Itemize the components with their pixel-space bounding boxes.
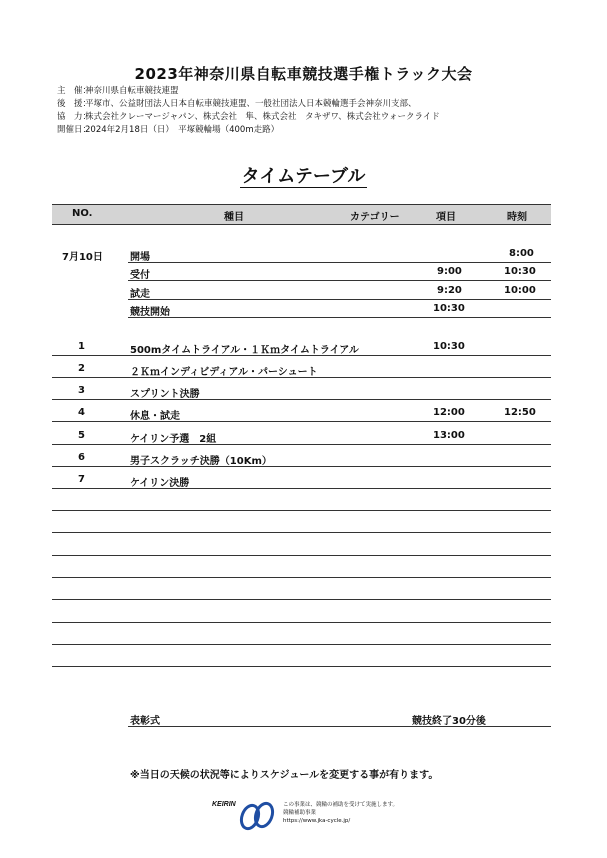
schedule-note: ※当日の天候の状況等によりスケジュールを変更する事が有ります。 xyxy=(130,770,439,781)
info-date xyxy=(57,124,279,136)
opening-event: 受付 xyxy=(130,270,150,281)
col-time-header: 時刻 xyxy=(507,212,527,223)
row-divider xyxy=(52,488,551,489)
row-divider xyxy=(52,532,551,533)
event-no: 6 xyxy=(78,452,85,463)
row-divider xyxy=(128,299,551,300)
event-name: 男子スクラッチ決勝（10Km） xyxy=(130,456,272,467)
info-value: 2024年2月18日（日） 平塚競輪場（400m走路） xyxy=(85,125,280,135)
row-divider xyxy=(52,622,551,623)
row-divider xyxy=(52,399,551,400)
opening-item: 9:20 xyxy=(437,285,462,296)
row-divider xyxy=(52,444,551,445)
keirin-logo-icon xyxy=(212,797,280,831)
timetable-heading xyxy=(0,162,607,188)
row-divider xyxy=(52,577,551,578)
page-title: 2023年神奈川県自転車競技選手権トラック大会 xyxy=(134,65,473,83)
table-header xyxy=(52,204,551,225)
event-no: 2 xyxy=(78,363,85,374)
info-value: 平塚市、公益財団法人日本自転車競技連盟、一般社団法人日本競輪選手会神奈川支部、 xyxy=(85,99,417,109)
row-divider xyxy=(52,666,551,667)
event-name: ケイリン決勝 xyxy=(130,478,190,489)
info-value: 株式会社クレーマージャパン、株式会社 隼、株式会社 タキザワ、株式会社ウォークライド xyxy=(85,112,440,122)
info-support xyxy=(57,98,417,110)
event-item: 10:30 xyxy=(433,341,465,352)
row-divider xyxy=(52,355,551,356)
award-label: 表彰式 xyxy=(130,716,160,727)
col-no-header: NO. xyxy=(72,208,93,219)
event-item: 13:00 xyxy=(433,430,465,441)
info-key: 開催日： xyxy=(57,125,92,135)
footer-url: https://www.jka-cycle.jp/ xyxy=(283,818,351,824)
info-cooperation xyxy=(57,111,440,123)
row-divider xyxy=(128,262,551,263)
opening-time: 10:30 xyxy=(504,266,536,277)
event-item: 12:00 xyxy=(433,407,465,418)
event-name: スプリント決勝 xyxy=(130,389,200,400)
row-divider xyxy=(52,377,551,378)
row-divider xyxy=(52,510,551,511)
row-divider xyxy=(52,599,551,600)
footer-line1: この事業は、競輪の補助を受けて実施します。 xyxy=(283,802,399,808)
opening-item: 10:30 xyxy=(433,303,465,314)
opening-event: 開場 xyxy=(130,252,150,263)
col-event-header: 種目 xyxy=(224,212,244,223)
event-no: 3 xyxy=(78,385,85,396)
info-key: 協 力： xyxy=(57,112,92,122)
footer-text xyxy=(283,801,398,825)
event-no: 1 xyxy=(78,341,85,352)
event-name: ケイリン予選 2組 xyxy=(130,434,217,445)
keirin-logo xyxy=(212,797,280,835)
row-divider xyxy=(128,280,551,281)
award-time: 競技終了30分後 xyxy=(412,716,486,727)
event-no: 7 xyxy=(78,474,85,485)
info-key: 主 催： xyxy=(57,86,92,96)
row-divider xyxy=(52,466,551,467)
opening-time: 10:00 xyxy=(504,285,536,296)
event-no: 4 xyxy=(78,407,85,418)
event-name: 休息・試走 xyxy=(130,411,180,422)
opening-event: 競技開始 xyxy=(130,307,170,318)
row-divider xyxy=(52,421,551,422)
date-label: 7月10日 xyxy=(62,252,103,263)
keirin-logo-text: KEIRIN xyxy=(212,801,236,808)
footer-line2: 競輪補助事業 xyxy=(283,810,317,816)
row-divider xyxy=(128,317,551,318)
col-category-header: カテゴリー xyxy=(350,212,400,223)
event-no: 5 xyxy=(78,430,85,441)
event-name: ２Ｋｍインディビディアル・パーシュート xyxy=(130,367,318,378)
row-divider xyxy=(128,726,551,727)
event-name: 500mタイムトライアル・１Ｋｍタイムトライアル xyxy=(130,345,359,356)
row-divider xyxy=(52,644,551,645)
info-organizer xyxy=(57,85,179,97)
opening-event: 試走 xyxy=(130,289,150,300)
info-value: 神奈川県自転車競技連盟 xyxy=(85,86,179,96)
info-key: 後 援： xyxy=(57,99,92,109)
opening-time: 8:00 xyxy=(509,248,534,259)
row-divider xyxy=(52,555,551,556)
timetable-heading-text: タイムテーブル xyxy=(241,166,366,187)
event-time: 12:50 xyxy=(504,407,536,418)
opening-item: 9:00 xyxy=(437,266,462,277)
col-item-header: 項目 xyxy=(436,212,456,223)
